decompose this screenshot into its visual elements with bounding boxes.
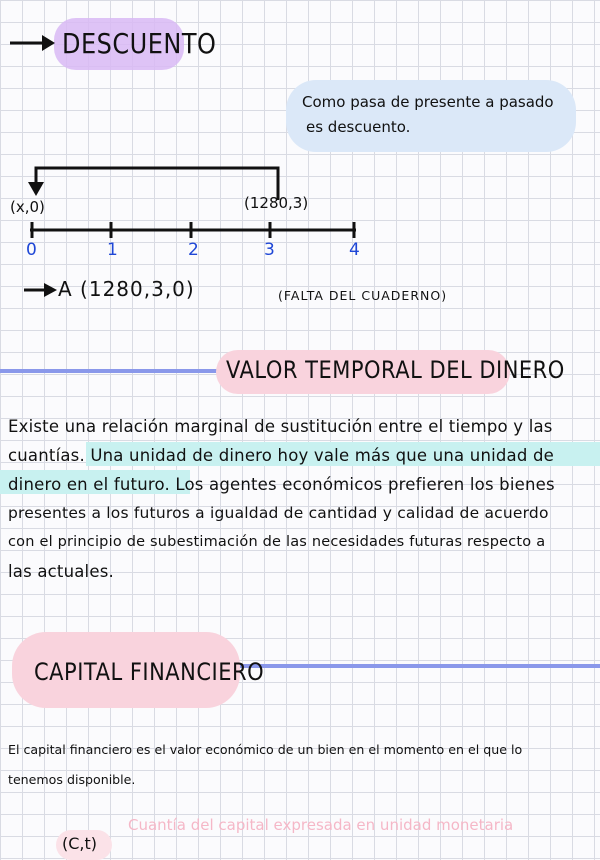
valor-temporal-title: VALOR TEMPORAL DEL DINERO	[226, 356, 565, 384]
tick-label-2: 2	[188, 240, 199, 260]
capital-title: CAPITAL FINANCIERO	[34, 658, 265, 686]
tick-label-4: 4	[349, 240, 360, 260]
valor-line-4: presentes a los futuros a igualdad de cantidad y calidad de acuerdo	[8, 504, 549, 522]
timeline-right-point: (1280,3)	[244, 194, 309, 212]
capital-line-2: tenemos disponible.	[8, 772, 136, 787]
capital-bottom-faded-note: Cuantía del capital expresada en unidad monetaria	[128, 816, 514, 834]
tick-label-0: 0	[26, 240, 37, 260]
valor-line-5: con el principio de subestimación de las necesidades futuras respecto a	[8, 534, 546, 550]
descuento-note-line2: es descuento.	[306, 118, 411, 136]
timeline-formula: A (1280,3,0)	[58, 277, 195, 301]
tick-label-3: 3	[264, 240, 275, 260]
capital-paragraph	[8, 735, 598, 795]
section-rule-left	[0, 369, 226, 373]
valor-line-1: Existe una relación marginal de sustitución entre el tiempo y las	[8, 417, 553, 436]
capital-line-1: El capital financiero es el valor económico de un bien en el momento en el que lo	[8, 742, 523, 757]
arrow-right-icon	[8, 32, 56, 54]
arrow-down-icon	[28, 182, 44, 196]
descuento-note-line1: Como pasa de presente a pasado	[302, 93, 554, 111]
descuento-title: DESCUENTO	[62, 27, 217, 61]
timeline-diagram	[0, 160, 380, 240]
valor-line-2: cuantías. Una unidad de dinero hoy vale más que una unidad de	[8, 446, 555, 465]
section-rule-right	[240, 664, 600, 668]
tick-label-1: 1	[107, 240, 118, 260]
capital-bottom-formula: (C,t)	[62, 834, 98, 853]
arrow-right-icon	[22, 281, 58, 299]
timeline-missing-note: (FALTA DEL CUADERNO)	[278, 288, 448, 303]
valor-temporal-paragraph	[8, 412, 598, 586]
timeline-left-point: (x,0)	[10, 198, 45, 216]
valor-line-6: las actuales.	[8, 562, 114, 581]
valor-line-3: dinero en el futuro. Los agentes económicos prefieren los bienes	[8, 475, 555, 494]
